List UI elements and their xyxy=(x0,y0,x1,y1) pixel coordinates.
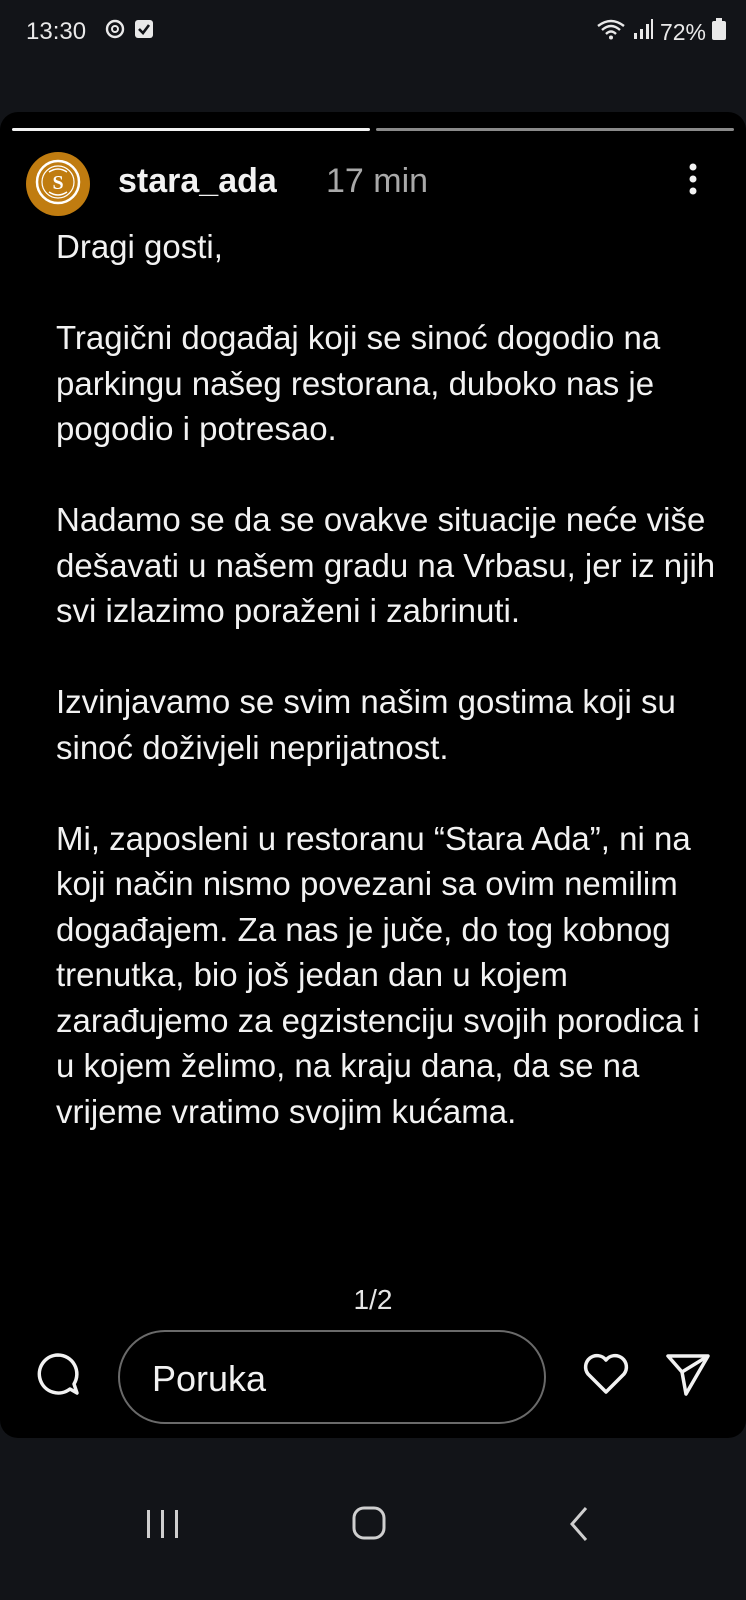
svg-text:S: S xyxy=(52,171,64,194)
clock: 13:30 xyxy=(26,18,87,45)
status-bar xyxy=(0,0,746,66)
back-icon[interactable] xyxy=(566,1504,592,1544)
story-paragraph: Dragi gosti, xyxy=(56,228,223,265)
story-paragraph: Mi, zaposleni u restoranu “Stara Ada”, ni na koji način nismo povezani sa ovim nemilim događajem. Za nas je juče, do tog kobnog trenutka, bio još jedan dan u kojem zarađujemo za egzistenciju svojih porodica i u kojem želimo, na kraju dana, da se na vrijeme vratimo svojim kućama. xyxy=(56,819,700,1130)
signal-icon xyxy=(632,18,654,46)
message-placeholder: Poruka xyxy=(152,1358,267,1399)
progress-segment-next xyxy=(376,128,734,131)
send-icon[interactable] xyxy=(664,1350,712,1398)
page-indicator: 1/2 xyxy=(353,1284,393,1315)
more-options-icon[interactable] xyxy=(684,160,702,200)
wifi-icon xyxy=(596,18,626,46)
story-paragraph: Tragični događaj koji se sinoć dogodio na parkingu našeg restorana, duboko nas je pogodio i potresao. xyxy=(56,319,661,447)
recent-apps-icon[interactable] xyxy=(140,1506,186,1542)
heart-icon[interactable] xyxy=(580,1350,632,1398)
system-navigation-bar xyxy=(0,1460,746,1600)
comment-icon[interactable] xyxy=(34,1350,82,1398)
story-username[interactable]: stara_ada xyxy=(118,162,277,200)
progress-segment-active xyxy=(12,128,370,131)
story-viewer[interactable] xyxy=(0,112,746,1438)
story-progress-bar xyxy=(12,128,734,131)
home-icon[interactable] xyxy=(350,1504,388,1542)
battery-icon xyxy=(712,18,726,46)
story-paragraph: Izvinjavamo se svim našim gostima koji su sinoć doživjeli neprijatnost. xyxy=(56,683,676,766)
threads-icon xyxy=(104,18,126,45)
story-header xyxy=(26,152,726,218)
stara-ada-logo-icon xyxy=(32,156,84,213)
avatar[interactable] xyxy=(26,152,90,216)
battery-percent: 72% xyxy=(659,18,706,45)
status-icons xyxy=(596,18,726,46)
message-input[interactable] xyxy=(118,1330,546,1424)
checkbox-notification-icon xyxy=(134,19,154,44)
story-text xyxy=(56,224,716,1180)
story-posted-time: 17 min xyxy=(326,162,429,200)
story-reply-bar xyxy=(0,1318,746,1418)
notification-icons xyxy=(104,18,154,45)
story-paragraph: Nadamo se da se ovakve situacije neće više dešavati u našem gradu na Vrbasu, jer iz njih svi izlazimo poraženi i zabrinuti. xyxy=(56,501,716,629)
